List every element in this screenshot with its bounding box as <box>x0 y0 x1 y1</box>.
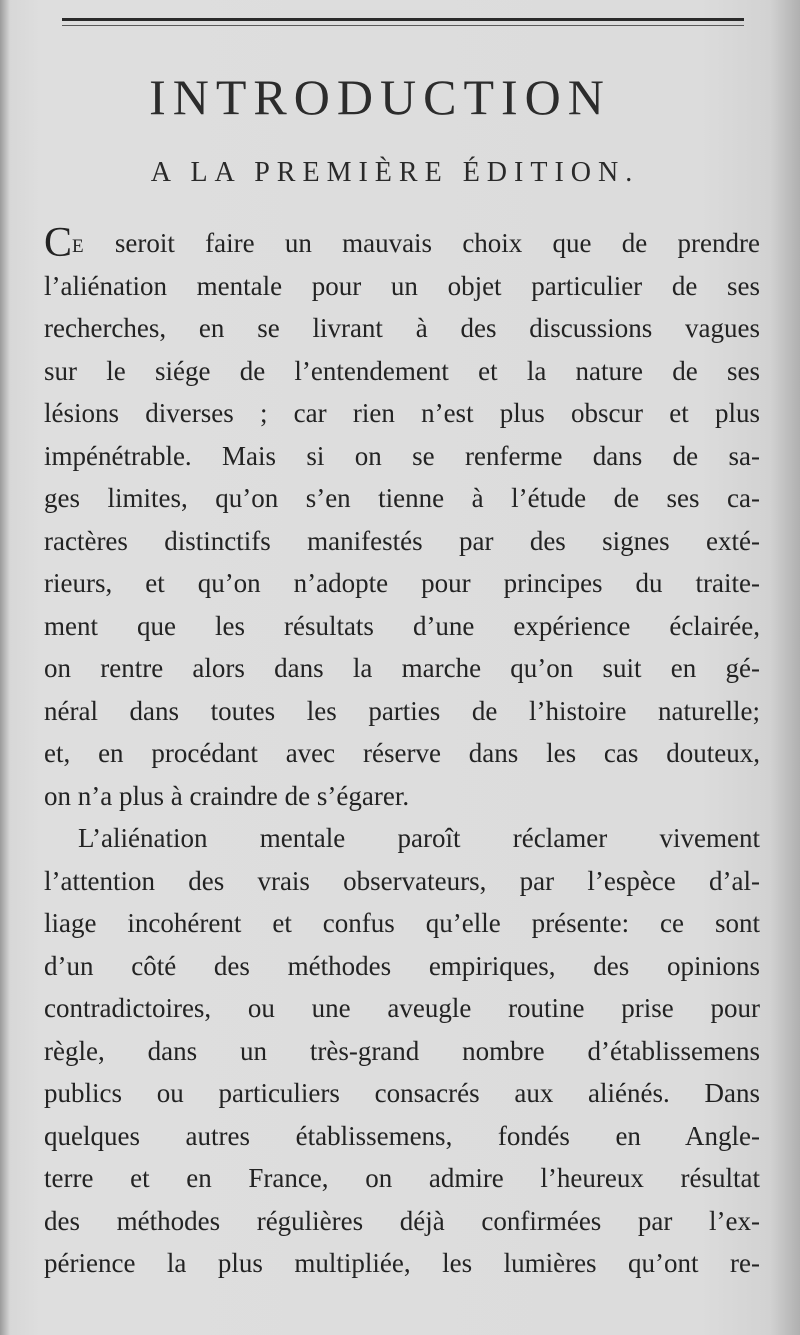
paragraph-1-line: sur le siége de l’entendement et la nature de ses <box>44 355 760 386</box>
header-rule <box>62 18 744 21</box>
paragraph-1-line: on rentre alors dans la marche qu’on suit en gé- <box>44 653 760 683</box>
paragraph-1-line: impénétrable. Mais si on se renferme dans de sa- <box>44 440 760 471</box>
paragraph-1-line: et, en procédant avec réserve dans les cas douteux, <box>44 738 760 768</box>
paragraph-2-line: l’attention des vrais observateurs, par l’espèce d’al- <box>44 865 760 896</box>
paragraph-1-line: ractères distinctifs manifestés par des signes exté- <box>44 525 760 556</box>
drop-cap: C <box>44 220 73 266</box>
paragraph-2-line: quelques autres établissemens, fondés en Angle- <box>44 1120 760 1151</box>
paragraph-1-line: ment que les résultats d’une expérience éclairée, <box>44 610 760 641</box>
paragraph-2-line-1: L’aliénation mentale paroît réclamer vivement <box>78 823 760 853</box>
paragraph-1-line: néral dans toutes les parties de l’histoire naturelle; <box>44 695 760 726</box>
paragraph-2-line: d’un côté des méthodes empiriques, des opinions <box>44 950 760 981</box>
paragraph-1-line: on n’a plus à craindre de s’égarer. <box>44 780 410 811</box>
body-text <box>44 222 760 1285</box>
paragraph-2-line: terre et en France, on admire l’heureux résultat <box>44 1163 760 1193</box>
paragraph-1-line: ges limites, qu’on s’en tienne à l’étude de ses ca- <box>44 483 760 513</box>
paragraph-2-line: règle, dans un très-grand nombre d’établissemens <box>44 1035 760 1066</box>
paragraph-1-line-1 <box>44 222 760 265</box>
page-title: INTRODUCTION <box>149 69 611 125</box>
paragraph-1-line: rieurs, et qu’on n’adopte pour principes du traite- <box>44 568 760 598</box>
page-subtitle: A LA PREMIÈRE ÉDITION. <box>150 157 640 188</box>
paragraph-2-line: contradictoires, ou une aveugle routine prise pour <box>44 993 760 1023</box>
paragraph-2-line: périence la plus multipliée, les lumières qu’ont re- <box>44 1248 760 1278</box>
header-rule-thin <box>62 25 744 26</box>
paragraph-1-line: lésions diverses ; car rien n’est plus obscur et plus <box>44 398 760 428</box>
paragraph-1-line: recherches, en se livrant à des discussions vagues <box>44 313 760 343</box>
paragraph-1-line: l’aliénation mentale pour un objet particulier de ses <box>44 270 760 301</box>
paragraph-2-line: liage incohérent et confus qu’elle présente: ce sont <box>44 908 760 938</box>
paragraph-2-line: des méthodes régulières déjà confirmées par l’ex- <box>44 1205 760 1236</box>
paragraph-2-line: publics ou particuliers consacrés aux aliénés. Dans <box>44 1078 760 1108</box>
line-text: seroit faire un mauvais choix que de prendre <box>84 228 760 258</box>
small-caps: E <box>72 236 85 257</box>
